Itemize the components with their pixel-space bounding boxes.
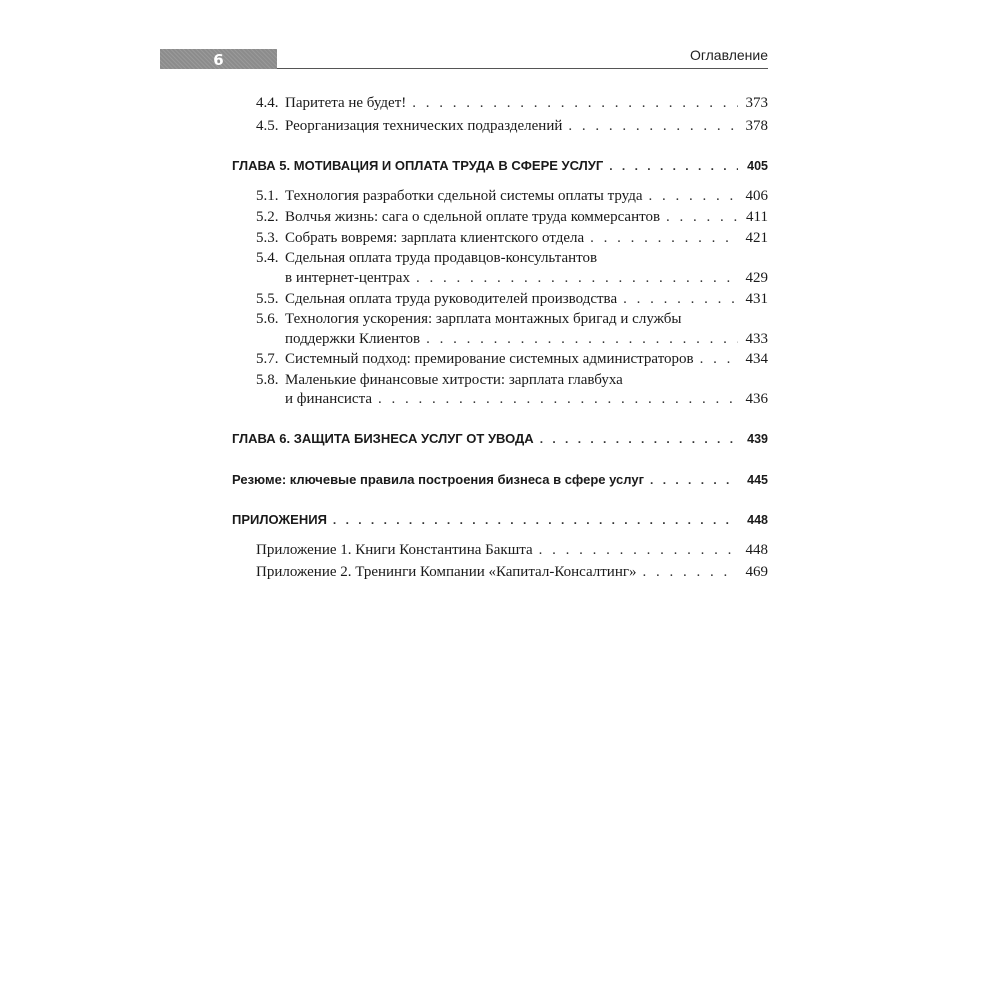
toc-entry-page: 433 [745, 331, 768, 347]
page-header [160, 46, 768, 72]
leader-dots [666, 207, 738, 227]
toc-entry-number: 5.2. [256, 209, 279, 225]
leader-dots [609, 156, 738, 176]
header-rule [277, 68, 768, 69]
leader-dots [378, 389, 738, 409]
toc-entry-title-cont: и финансиста [285, 391, 372, 407]
toc-appendix-title: Приложение 2. Тренинги Компании «Капитал-Консалтинг» [256, 564, 637, 580]
toc-entry-title: Маленькие финансовые хитрости: зарплата главбуха [285, 372, 623, 388]
toc-entry-title-cont: поддержки Клиентов [285, 331, 421, 347]
toc-appendix-page: 448 [745, 542, 768, 558]
toc-entry-number: 4.5. [256, 118, 279, 134]
toc-entry-5-6 [285, 329, 768, 349]
leader-dots [426, 329, 738, 349]
toc-entry-page: 373 [745, 95, 768, 111]
toc-entry-page: 429 [745, 270, 768, 286]
toc-appendix-1 [256, 540, 768, 560]
toc-entry-number: 5.5. [256, 291, 279, 307]
leader-dots [590, 228, 738, 248]
toc-appendices [232, 510, 768, 530]
toc-summary [232, 470, 768, 490]
toc-chapter-page: 439 [747, 432, 768, 446]
toc-entry-number: 4.4. [256, 95, 279, 111]
toc-entry-5-6-line1 [256, 309, 682, 329]
toc-entry-5-1 [256, 186, 768, 206]
toc-entry-5-8 [285, 389, 768, 409]
toc-entry-page: 411 [746, 209, 768, 225]
toc-entry-5-4-line1 [256, 248, 597, 268]
leader-dots [540, 429, 738, 449]
leader-dots [416, 268, 738, 288]
toc-entry-page: 378 [745, 118, 768, 134]
toc-chapter-title: ГЛАВА 6. ЗАЩИТА БИЗНЕСА УСЛУГ ОТ УВОДА [232, 431, 534, 446]
toc-entry-4-5 [256, 116, 768, 136]
leader-dots [568, 116, 738, 136]
toc-entry-5-3 [256, 228, 768, 248]
toc-entry-number: 5.4. [256, 250, 279, 266]
toc-entry-page: 421 [745, 230, 768, 246]
toc-chapter-6 [232, 429, 768, 449]
toc-appendix-title: Приложение 1. Книги Константина Бакшта [256, 542, 533, 558]
toc-entry-5-8-line1 [256, 370, 623, 390]
toc-summary-title: Резюме: ключевые правила построения бизнеса в сфере услуг [232, 472, 645, 487]
toc-entry-5-4 [285, 268, 768, 288]
toc-summary-page: 445 [747, 473, 768, 487]
toc-entry-number: 5.7. [256, 351, 279, 367]
toc-entry-5-7 [256, 349, 768, 369]
toc-entry-number: 5.6. [256, 311, 279, 327]
toc-entry-4-4 [256, 93, 768, 113]
leader-dots [333, 510, 738, 530]
toc-entry-page: 436 [745, 391, 768, 407]
page-number: 6 [213, 51, 224, 69]
leader-dots [650, 470, 738, 490]
leader-dots [700, 349, 738, 369]
leader-dots [539, 540, 738, 560]
toc-entry-title: Собрать вовремя: зарплата клиентского отдела [285, 230, 585, 246]
toc-appendix-page: 469 [745, 564, 768, 580]
leader-dots [643, 562, 739, 582]
leader-dots [623, 289, 738, 309]
toc-appendices-title: ПРИЛОЖЕНИЯ [232, 512, 327, 527]
toc-chapter-5 [232, 156, 768, 176]
toc-appendices-page: 448 [747, 513, 768, 527]
toc-entry-title: Сдельная оплата труда руководителей производства [285, 291, 618, 307]
toc-appendix-2 [256, 562, 768, 582]
leader-dots [649, 186, 739, 206]
toc-entry-5-5 [256, 289, 768, 309]
toc-entry-number: 5.8. [256, 372, 279, 388]
toc-entry-title: Реорганизация технических подразделений [285, 118, 563, 134]
toc-entry-title: Паритета не будет! [285, 95, 407, 111]
page-number-badge [160, 49, 277, 69]
toc-entry-number: 5.3. [256, 230, 279, 246]
toc-entry-page: 434 [745, 351, 768, 367]
toc-entry-page: 406 [745, 188, 768, 204]
toc-chapter-title: ГЛАВА 5. МОТИВАЦИЯ И ОПЛАТА ТРУДА В СФЕРЕ УСЛУГ [232, 158, 604, 173]
toc-entry-title: Технология разработки сдельной системы оплаты труда [285, 188, 643, 204]
toc-entry-title: Волчья жизнь: сага о сдельной оплате труда коммерсантов [285, 209, 661, 225]
toc-entry-title: Технология ускорения: зарплата монтажных бригад и службы [285, 311, 682, 327]
toc-entry-title: Системный подход: премирование системных администраторов [285, 351, 694, 367]
toc-entry-page: 431 [745, 291, 768, 307]
section-title: Оглавление [689, 47, 768, 63]
toc-entry-number: 5.1. [256, 188, 279, 204]
leader-dots [412, 93, 738, 113]
toc-entry-title-cont: в интернет-центрах [285, 270, 410, 286]
toc-entry-5-2 [256, 207, 768, 227]
toc-chapter-page: 405 [747, 159, 768, 173]
toc-entry-title: Сдельная оплата труда продавцов-консультантов [285, 250, 598, 266]
